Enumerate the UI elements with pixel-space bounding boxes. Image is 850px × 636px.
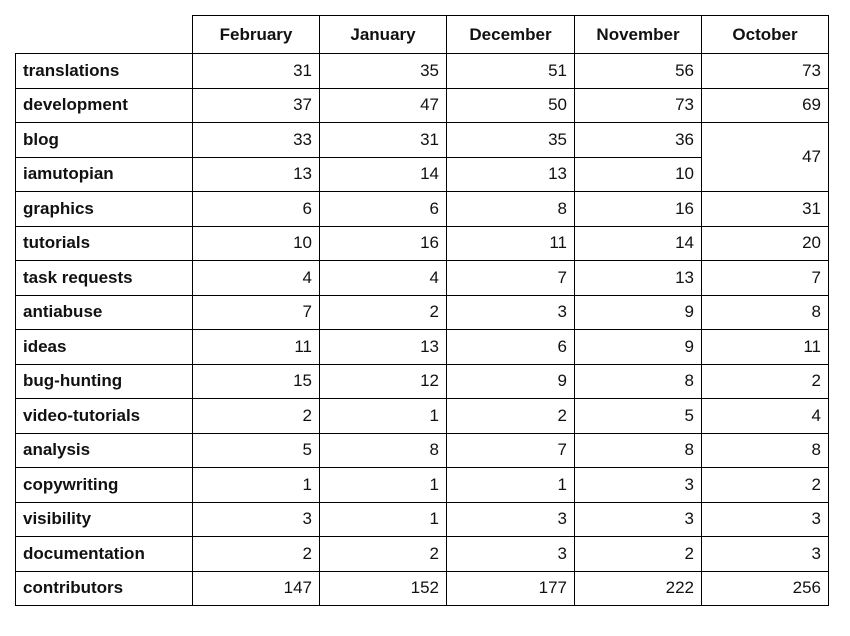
table-cell: 14 bbox=[575, 226, 702, 261]
table-cell: 2 bbox=[702, 364, 829, 399]
table-cell: 2 bbox=[320, 295, 447, 330]
table-cell: 9 bbox=[575, 330, 702, 365]
table-cell: 3 bbox=[702, 502, 829, 537]
table-row bbox=[16, 571, 829, 606]
table-cell: 3 bbox=[193, 502, 320, 537]
table-row bbox=[16, 192, 829, 227]
table-cell: 35 bbox=[320, 54, 447, 89]
table-row bbox=[16, 123, 829, 158]
table-cell: 9 bbox=[447, 364, 575, 399]
row-label: task requests bbox=[16, 261, 193, 296]
row-label: analysis bbox=[16, 433, 193, 468]
column-header-october: October bbox=[702, 16, 829, 54]
table-cell: 13 bbox=[193, 157, 320, 192]
table-cell: 2 bbox=[320, 537, 447, 572]
table-cell: 9 bbox=[575, 295, 702, 330]
table-cell: 7 bbox=[702, 261, 829, 296]
table-cell: 6 bbox=[320, 192, 447, 227]
row-label: video-tutorials bbox=[16, 399, 193, 434]
row-label: iamutopian bbox=[16, 157, 193, 192]
table-row bbox=[16, 399, 829, 434]
merged-table-cell: 47 bbox=[702, 123, 829, 192]
row-label: contributors bbox=[16, 571, 193, 606]
row-label: translations bbox=[16, 54, 193, 89]
table-cell: 2 bbox=[447, 399, 575, 434]
table-cell: 31 bbox=[193, 54, 320, 89]
table-cell: 1 bbox=[320, 468, 447, 503]
table-cell: 15 bbox=[193, 364, 320, 399]
table-cell: 3 bbox=[575, 502, 702, 537]
table-cell: 177 bbox=[447, 571, 575, 606]
table-row bbox=[16, 364, 829, 399]
table-cell: 69 bbox=[702, 88, 829, 123]
table-cell: 2 bbox=[193, 399, 320, 434]
table-cell: 73 bbox=[575, 88, 702, 123]
table-row bbox=[16, 261, 829, 296]
table-row bbox=[16, 330, 829, 365]
table-row bbox=[16, 502, 829, 537]
table-cell: 6 bbox=[447, 330, 575, 365]
table-row bbox=[16, 54, 829, 89]
table-cell: 4 bbox=[193, 261, 320, 296]
table-row bbox=[16, 468, 829, 503]
table-cell: 37 bbox=[193, 88, 320, 123]
table-cell: 56 bbox=[575, 54, 702, 89]
table-cell: 10 bbox=[193, 226, 320, 261]
row-label: development bbox=[16, 88, 193, 123]
table-cell: 1 bbox=[320, 399, 447, 434]
table-cell: 256 bbox=[702, 571, 829, 606]
table-row bbox=[16, 226, 829, 261]
row-label: ideas bbox=[16, 330, 193, 365]
table-cell: 13 bbox=[575, 261, 702, 296]
column-header-january: January bbox=[320, 16, 447, 54]
table-cell: 1 bbox=[447, 468, 575, 503]
table-cell: 13 bbox=[447, 157, 575, 192]
table-row bbox=[16, 537, 829, 572]
table-cell: 7 bbox=[447, 433, 575, 468]
table-cell: 2 bbox=[575, 537, 702, 572]
table-cell: 11 bbox=[447, 226, 575, 261]
table-cell: 8 bbox=[575, 433, 702, 468]
table-row bbox=[16, 88, 829, 123]
table-cell: 50 bbox=[447, 88, 575, 123]
row-label: visibility bbox=[16, 502, 193, 537]
column-header-november: November bbox=[575, 16, 702, 54]
table-cell: 20 bbox=[702, 226, 829, 261]
table-cell: 3 bbox=[447, 502, 575, 537]
row-label: blog bbox=[16, 123, 193, 158]
table-cell: 31 bbox=[702, 192, 829, 227]
table-cell: 1 bbox=[193, 468, 320, 503]
table-cell: 5 bbox=[193, 433, 320, 468]
column-header-february: February bbox=[193, 16, 320, 54]
table-row bbox=[16, 295, 829, 330]
table-cell: 36 bbox=[575, 123, 702, 158]
table-cell: 152 bbox=[320, 571, 447, 606]
table-cell: 3 bbox=[702, 537, 829, 572]
table-cell: 73 bbox=[702, 54, 829, 89]
table-cell: 12 bbox=[320, 364, 447, 399]
table-cell: 5 bbox=[575, 399, 702, 434]
table-cell: 4 bbox=[702, 399, 829, 434]
table-cell: 3 bbox=[447, 537, 575, 572]
table-cell: 13 bbox=[320, 330, 447, 365]
table-cell: 33 bbox=[193, 123, 320, 158]
table-cell: 2 bbox=[193, 537, 320, 572]
table-cell: 8 bbox=[702, 433, 829, 468]
column-header-december: December bbox=[447, 16, 575, 54]
table-cell: 8 bbox=[702, 295, 829, 330]
header-row bbox=[16, 16, 829, 54]
table-cell: 11 bbox=[702, 330, 829, 365]
row-label: documentation bbox=[16, 537, 193, 572]
table-cell: 7 bbox=[193, 295, 320, 330]
row-label: graphics bbox=[16, 192, 193, 227]
corner-cell bbox=[16, 16, 193, 54]
table-cell: 2 bbox=[702, 468, 829, 503]
table-cell: 4 bbox=[320, 261, 447, 296]
row-label: bug-hunting bbox=[16, 364, 193, 399]
table-cell: 222 bbox=[575, 571, 702, 606]
table-cell: 8 bbox=[447, 192, 575, 227]
table-cell: 3 bbox=[447, 295, 575, 330]
table-cell: 16 bbox=[575, 192, 702, 227]
table-cell: 14 bbox=[320, 157, 447, 192]
table-cell: 31 bbox=[320, 123, 447, 158]
row-label: tutorials bbox=[16, 226, 193, 261]
category-stats-table bbox=[15, 15, 829, 606]
table-cell: 11 bbox=[193, 330, 320, 365]
table-cell: 35 bbox=[447, 123, 575, 158]
table-cell: 10 bbox=[575, 157, 702, 192]
table-cell: 47 bbox=[320, 88, 447, 123]
table-cell: 8 bbox=[575, 364, 702, 399]
row-label: antiabuse bbox=[16, 295, 193, 330]
table-cell: 16 bbox=[320, 226, 447, 261]
table-cell: 147 bbox=[193, 571, 320, 606]
table-cell: 8 bbox=[320, 433, 447, 468]
table-cell: 1 bbox=[320, 502, 447, 537]
row-label: copywriting bbox=[16, 468, 193, 503]
table-cell: 7 bbox=[447, 261, 575, 296]
table-cell: 51 bbox=[447, 54, 575, 89]
table-cell: 6 bbox=[193, 192, 320, 227]
table-cell: 3 bbox=[575, 468, 702, 503]
table-row bbox=[16, 433, 829, 468]
